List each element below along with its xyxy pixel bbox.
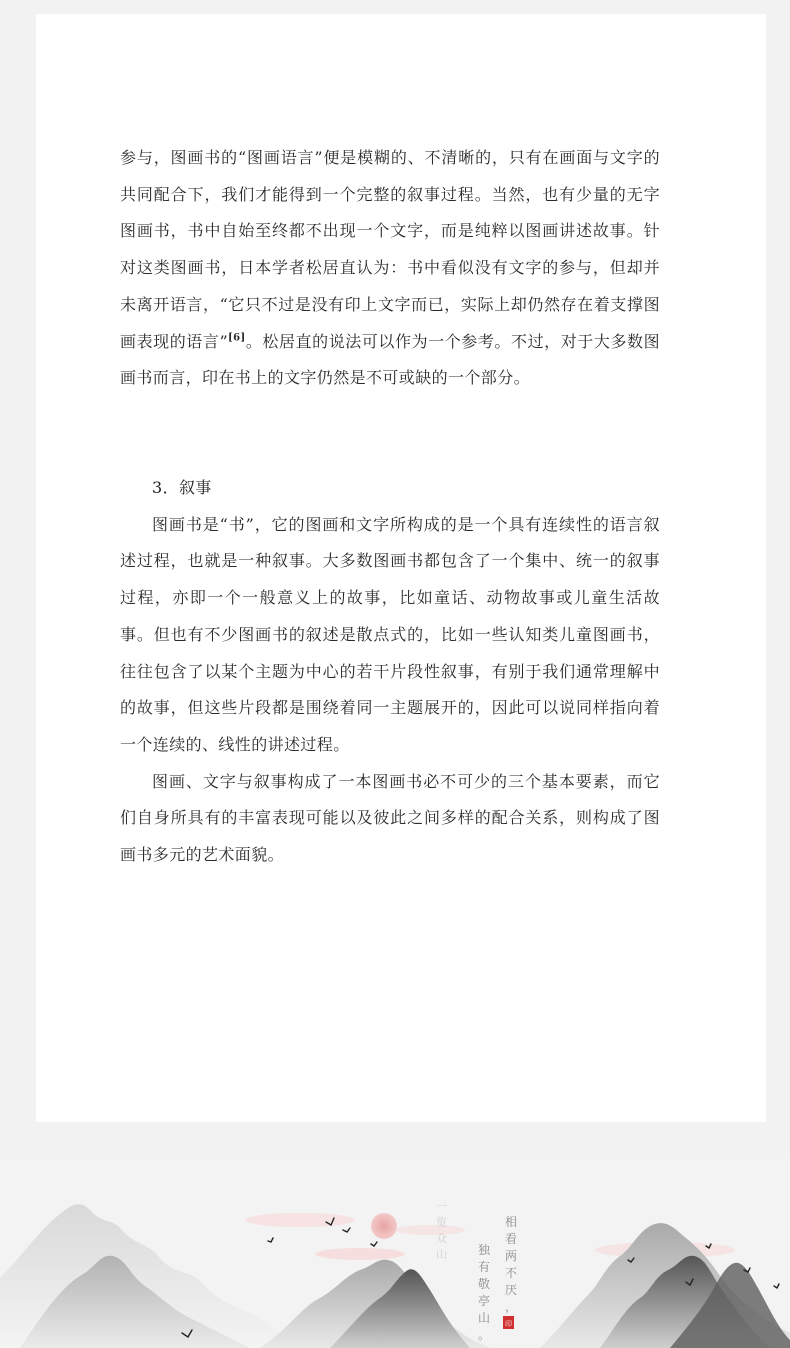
pink-cloud [315,1248,405,1260]
text-block-top [120,140,660,397]
pink-cloud [395,1225,465,1235]
document-page [36,14,766,1122]
poem-column-2: 独 有 敬 亭 山 。 [478,1243,491,1342]
section-heading: 3．叙事 [152,478,212,497]
text-block-section [120,470,660,874]
red-sun-icon [371,1213,397,1239]
paragraph-1-text: 参与，图画书的“图画语言”便是模糊的、不清晰的，只有在画面与文字的共同配合下，我们才能得到一个完整的叙事过程。当然，也有少量的无字图画书，书中自始至终都不出现一个文字，而是纯粹以图画讲述故事。针对这类图画书，日本学者松居直认为：书中看似没有文字的参与，但却并未离开语言，“它只不过是没有印上文字而已，实际上却仍然存在着支撑图画表现的语言” [120,148,660,351]
ink-landscape-illustration [0,1158,790,1348]
footnote-ref[interactable]: [6] [228,332,246,344]
poem-column-1: 相 看 两 不 厌 ， [505,1215,518,1314]
paragraph-1 [120,140,660,397]
seal-text: 印 [505,1320,512,1328]
pink-cloud [245,1213,355,1227]
faint-calligraphy: 一 览 众 山 [436,1200,447,1261]
paragraph-2: 图画书是“书”，它的图画和文字所构成的是一个具有连续性的语言叙述过程，也就是一种叙事。大多数图画书都包含了一个集中、统一的叙事过程，亦即一个一般意义上的故事，比如童话、动物故事或儿童生活故事。但也有不少图画书的叙述是散点式的，比如一些认知类儿童图画书，往往包含了以某个主题为中心的若干片段性叙事，有别于我们通常理解中的故事，但这些片段都是围绕着同一主题展开的，因此可以说同样指向着一个连续的、线性的讲述过程。 [120,514,660,754]
paragraph-3: 图画、文字与叙事构成了一本图画书必不可少的三个基本要素，而它们自身所具有的丰富表现可能以及彼此之间多样的配合关系，则构成了图画书多元的艺术面貌。 [120,771,660,865]
paragraph-1-tail: 。松居直的说法可以作为一个参考。不过，对于大多数图画书而言，印在书上的文字仍然是不可或缺的一个部分。 [120,331,660,388]
